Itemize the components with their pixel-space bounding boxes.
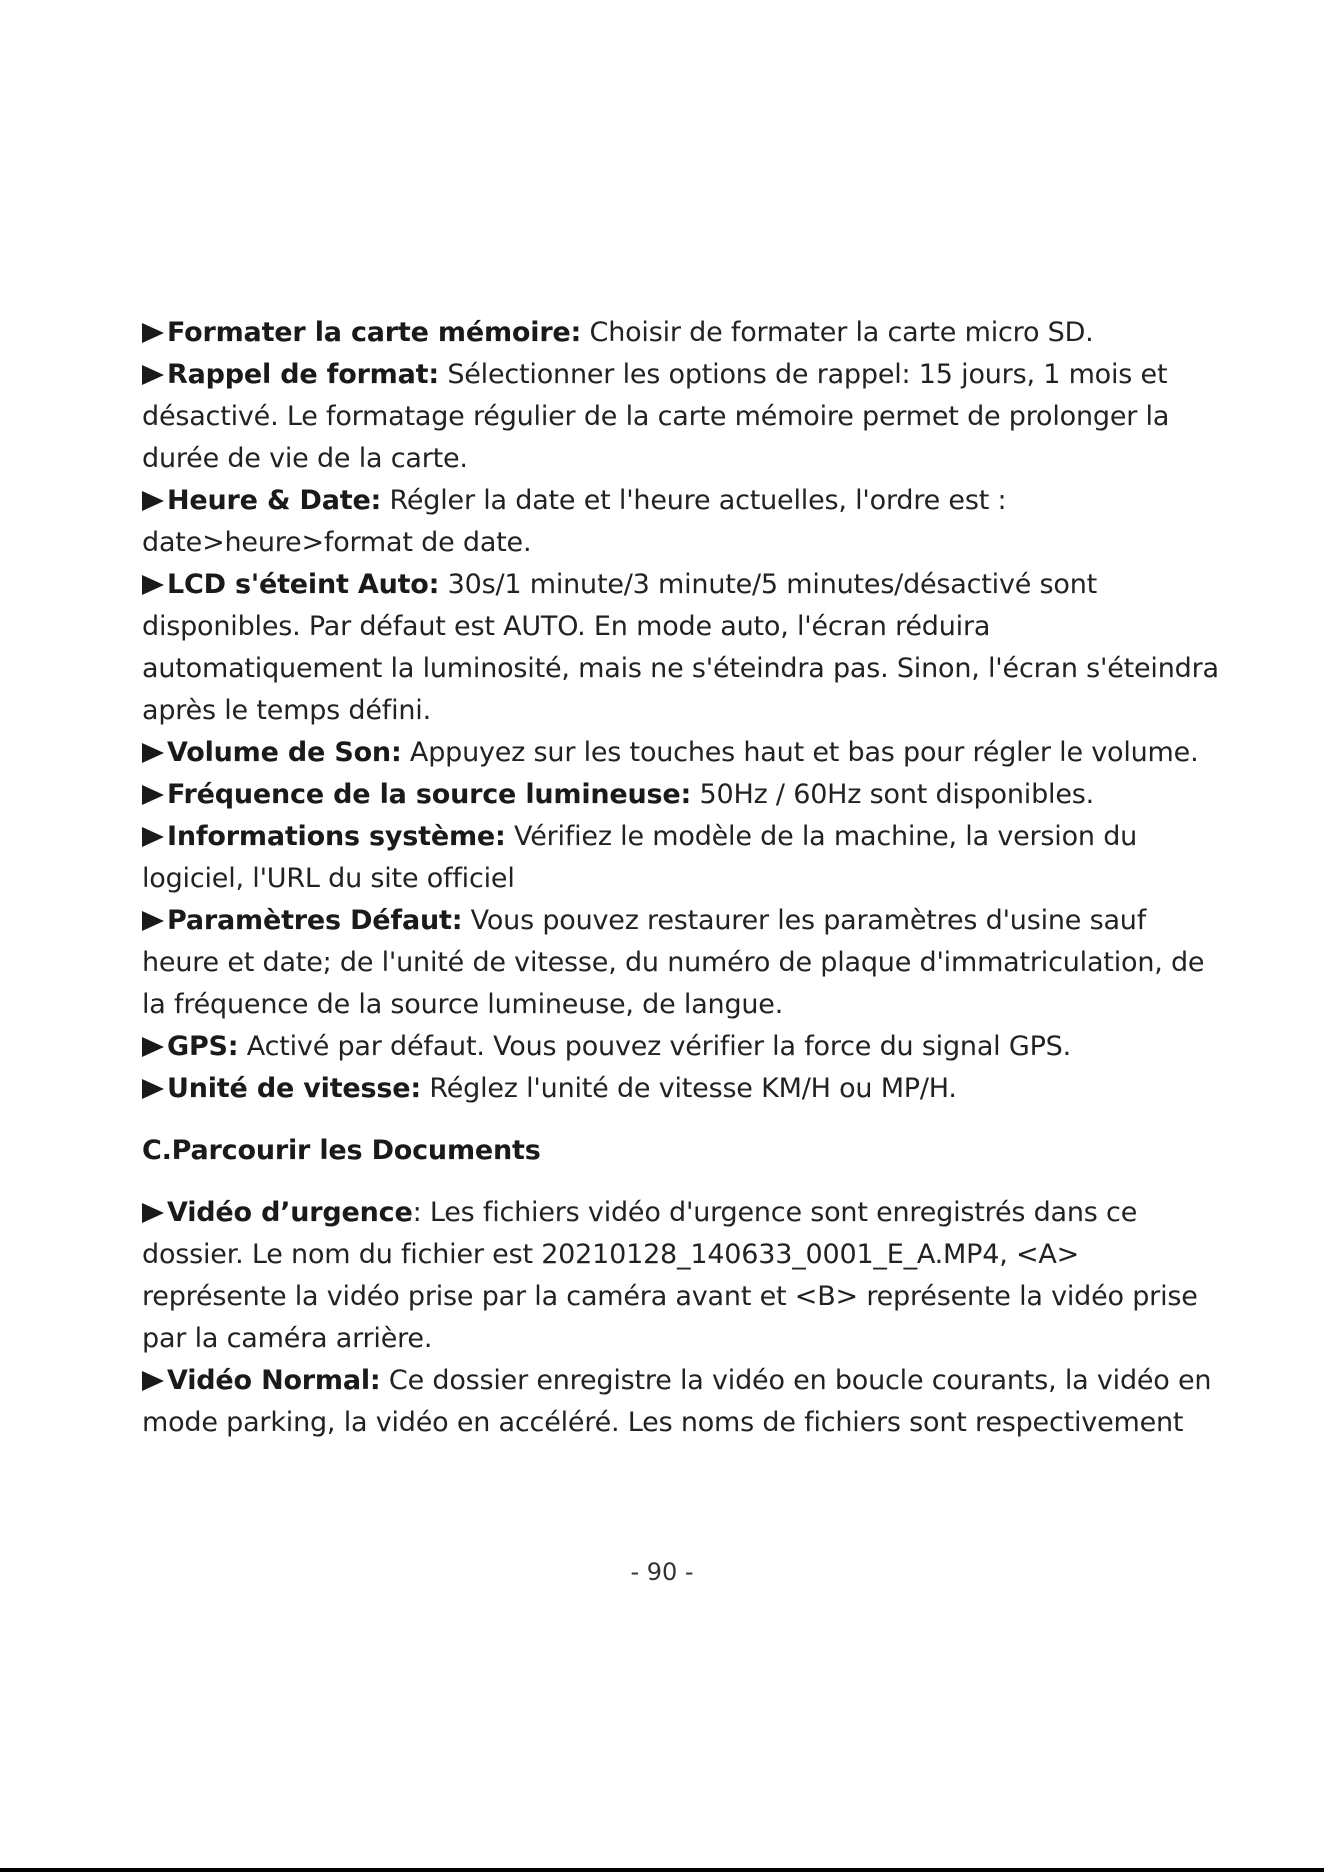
setting-term: Heure & Date: bbox=[167, 485, 382, 516]
setting-system-info bbox=[142, 816, 1227, 900]
bullet-arrow-icon bbox=[142, 1371, 164, 1391]
setting-description: Vérifiez le modèle de la machine, la version du logiciel, l'URL du site officiel bbox=[142, 821, 1138, 894]
document-normal-video bbox=[142, 1360, 1227, 1444]
bullet-arrow-icon bbox=[142, 323, 164, 343]
section-title: C.Parcourir les Documents bbox=[142, 1135, 541, 1166]
setting-light-frequency bbox=[142, 774, 1227, 816]
bullet-arrow-icon bbox=[142, 365, 164, 385]
setting-term: Unité de vitesse: bbox=[167, 1073, 421, 1104]
setting-lcd-auto-off bbox=[142, 564, 1227, 732]
bullet-arrow-icon bbox=[142, 743, 164, 763]
setting-speed-unit bbox=[142, 1068, 1227, 1110]
setting-term: Formater la carte mémoire: bbox=[167, 317, 582, 348]
setting-sound-volume bbox=[142, 732, 1227, 774]
bottom-rule bbox=[0, 1868, 1324, 1872]
bullet-arrow-icon bbox=[142, 1037, 164, 1057]
bullet-arrow-icon bbox=[142, 1079, 164, 1099]
setting-term: GPS: bbox=[167, 1031, 239, 1062]
setting-default-params bbox=[142, 900, 1227, 1026]
setting-description: Choisir de formater la carte micro SD. bbox=[581, 317, 1094, 348]
bullet-arrow-icon bbox=[142, 827, 164, 847]
setting-term: Paramètres Défaut: bbox=[167, 905, 463, 936]
setting-term: Fréquence de la source lumineuse: bbox=[167, 779, 692, 810]
setting-format-reminder bbox=[142, 354, 1227, 480]
bullet-arrow-icon bbox=[142, 1203, 164, 1223]
setting-term: LCD s'éteint Auto: bbox=[167, 569, 440, 600]
bullet-arrow-icon bbox=[142, 785, 164, 805]
page-number: - 90 - bbox=[630, 1558, 694, 1586]
setting-description: 50Hz / 60Hz sont disponibles. bbox=[691, 779, 1094, 810]
document-emergency-video bbox=[142, 1192, 1227, 1360]
bullet-arrow-icon bbox=[142, 911, 164, 931]
setting-description: Appuyez sur les touches haut et bas pour régler le volume. bbox=[401, 737, 1199, 768]
document-description: Ce dossier enregistre la vidéo en boucle courants, la vidéo en mode parking, la vidéo en accéléré. Les noms de fichiers sont respectivement bbox=[142, 1365, 1212, 1438]
setting-gps bbox=[142, 1026, 1227, 1068]
page-body bbox=[142, 312, 1227, 1444]
setting-format-card bbox=[142, 312, 1227, 354]
setting-description: Activé par défaut. Vous pouvez vérifier la force du signal GPS. bbox=[238, 1031, 1071, 1062]
setting-term: Rappel de format: bbox=[167, 359, 439, 390]
setting-term: Volume de Son: bbox=[167, 737, 402, 768]
setting-description: Réglez l'unité de vitesse KM/H ou MP/H. bbox=[420, 1073, 957, 1104]
setting-description: Vous pouvez restaurer les paramètres d'usine sauf heure et date; de l'unité de vitesse, du numéro de plaque d'immatriculation, de la fréquence de la source lumineuse, de langue. bbox=[142, 905, 1205, 1020]
bullet-arrow-icon bbox=[142, 575, 164, 595]
bullet-arrow-icon bbox=[142, 491, 164, 511]
setting-term: Informations système: bbox=[167, 821, 506, 852]
setting-time-date bbox=[142, 480, 1227, 564]
setting-description: Sélectionner les options de rappel: 15 jours, 1 mois et désactivé. Le formatage régulier de la carte mémoire permet de prolonger la durée de vie de la carte. bbox=[142, 359, 1170, 474]
document-description: : Les fichiers vidéo d'urgence sont enregistrés dans ce dossier. Le nom du fichier est 20210128_140633_0001_E_A.MP4, <A> représente la vidéo prise par la caméra avant et <B> représente la vidéo prise par la caméra arrière. bbox=[142, 1197, 1198, 1354]
document-term: Vidéo d’urgence bbox=[167, 1197, 413, 1228]
setting-description: 30s/1 minute/3 minute/5 minutes/désactivé sont disponibles. Par défaut est AUTO. En mode auto, l'écran réduira automatiquement la luminosité, mais ne s'éteindra pas. Sinon, l'écran s'éteindra après le temps défini. bbox=[142, 569, 1219, 726]
setting-description: Régler la date et l'heure actuelles, l'ordre est : date>heure>format de date. bbox=[142, 485, 1007, 558]
document-term: Vidéo Normal: bbox=[167, 1365, 381, 1396]
